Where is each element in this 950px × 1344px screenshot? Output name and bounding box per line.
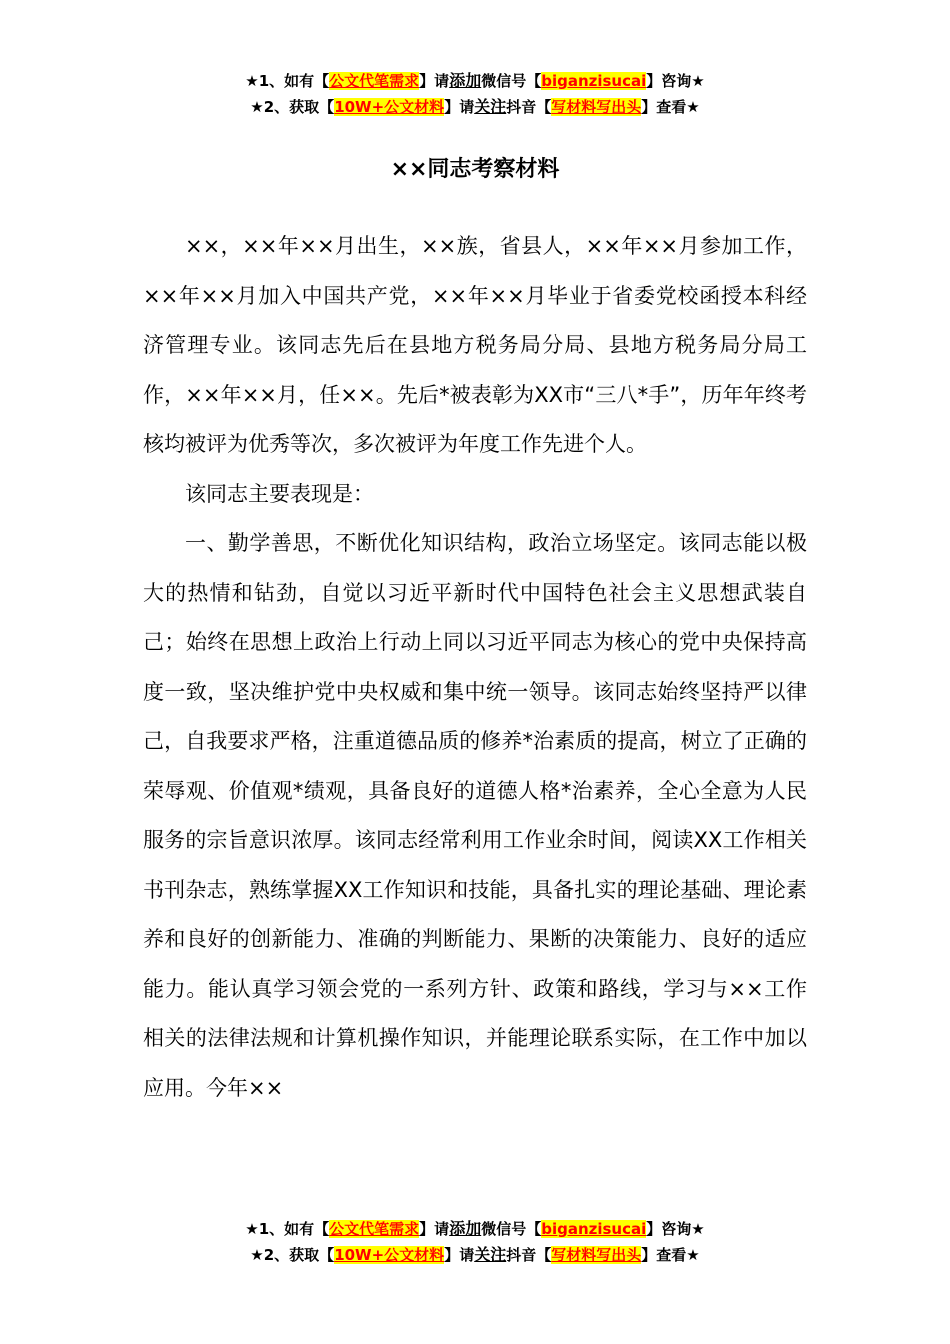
banner-text: 】查看★ [641,1246,700,1264]
banner-text: 】查看★ [641,98,700,116]
document-body [143,222,807,1113]
banner-highlight: 10W+公文材料 [334,1246,445,1264]
footer-banner [0,1216,950,1268]
banner-text: ★1、如有【 [245,72,330,90]
banner-line-2 [0,94,950,120]
banner-text: 抖音【 [506,1246,552,1264]
banner-text: ★2、获取【 [250,98,335,116]
banner-line-1 [0,1216,950,1242]
banner-text: 抖音【 [506,98,552,116]
banner-text: 】请 [419,72,450,90]
banner-text: ★1、如有【 [245,1220,330,1238]
banner-line-1 [0,68,950,94]
banner-text: 微信号【 [481,1220,542,1238]
banner-text: ★2、获取【 [250,1246,335,1264]
banner-highlight: 公文代笔需求 [329,1220,420,1238]
banner-text: 微信号【 [481,72,542,90]
paragraph-summary-lead: 该同志主要表现是： [185,481,374,506]
banner-highlight: 10W+公文材料 [334,98,445,116]
header-banner [0,68,950,120]
banner-underline: 添加 [449,1219,482,1238]
paragraph-intro: ××，××年××月出生，××族，省县人，××年××月参加工作，××年××月加入中国共产党，××年××月毕业于省委党校函授本科经济管理专业。该同志先后在县地方税务局分局、县地方税务局分局工作，××年××月，任××。先后*被表彰为XX市“三八*手”，历年年终考核均被评为优秀等次，多次被评为年度工作先进个人。 [143,234,807,456]
banner-underline: 关注 [474,97,507,116]
banner-text: 】咨询★ [646,72,705,90]
banner-line-2 [0,1242,950,1268]
banner-text: 】请 [444,98,475,116]
banner-text: 】请 [444,1246,475,1264]
banner-highlight: 写材料写出头 [551,1246,642,1264]
banner-text: 】请 [419,1220,450,1238]
banner-text: 】咨询★ [646,1220,705,1238]
banner-underline: 添加 [449,71,482,90]
banner-highlight: biganzisucai [541,1220,647,1238]
paragraph-section-one: 一、勤学善思，不断优化知识结构，政治立场坚定。该同志能以极大的热情和钻劲，自觉以习近平新时代中国特色社会主义思想武装自己；始终在思想上政治上行动上同以习近平同志为核心的党中央保持高度一致，坚决维护党中央权威和集中统一领导。该同志始终坚持严以律己，自我要求严格，注重道德品质的修养*治素质的提高，树立了正确的荣辱观、价值观*绩观，具备良好的道德人格*治素养，全心全意为人民服务的宗旨意识浓厚。该同志经常利用工作业余时间，阅读XX工作相关书刊杂志，熟练掌握XX工作知识和技能，具备扎实的理论基础、理论素养和良好的创新能力、准确的判断能力、果断的决策能力、良好的适应能力。能认真学习领会党的一系列方针、政策和路线，学习与××工作相关的法律法规和计算机操作知识，并能理论联系实际，在工作中加以应用。今年×× [143,531,807,1100]
banner-highlight: 公文代笔需求 [329,72,420,90]
banner-highlight: 写材料写出头 [551,98,642,116]
banner-underline: 关注 [474,1245,507,1264]
document-title: ××同志考察材料 [390,157,560,182]
banner-highlight: biganzisucai [541,72,647,90]
